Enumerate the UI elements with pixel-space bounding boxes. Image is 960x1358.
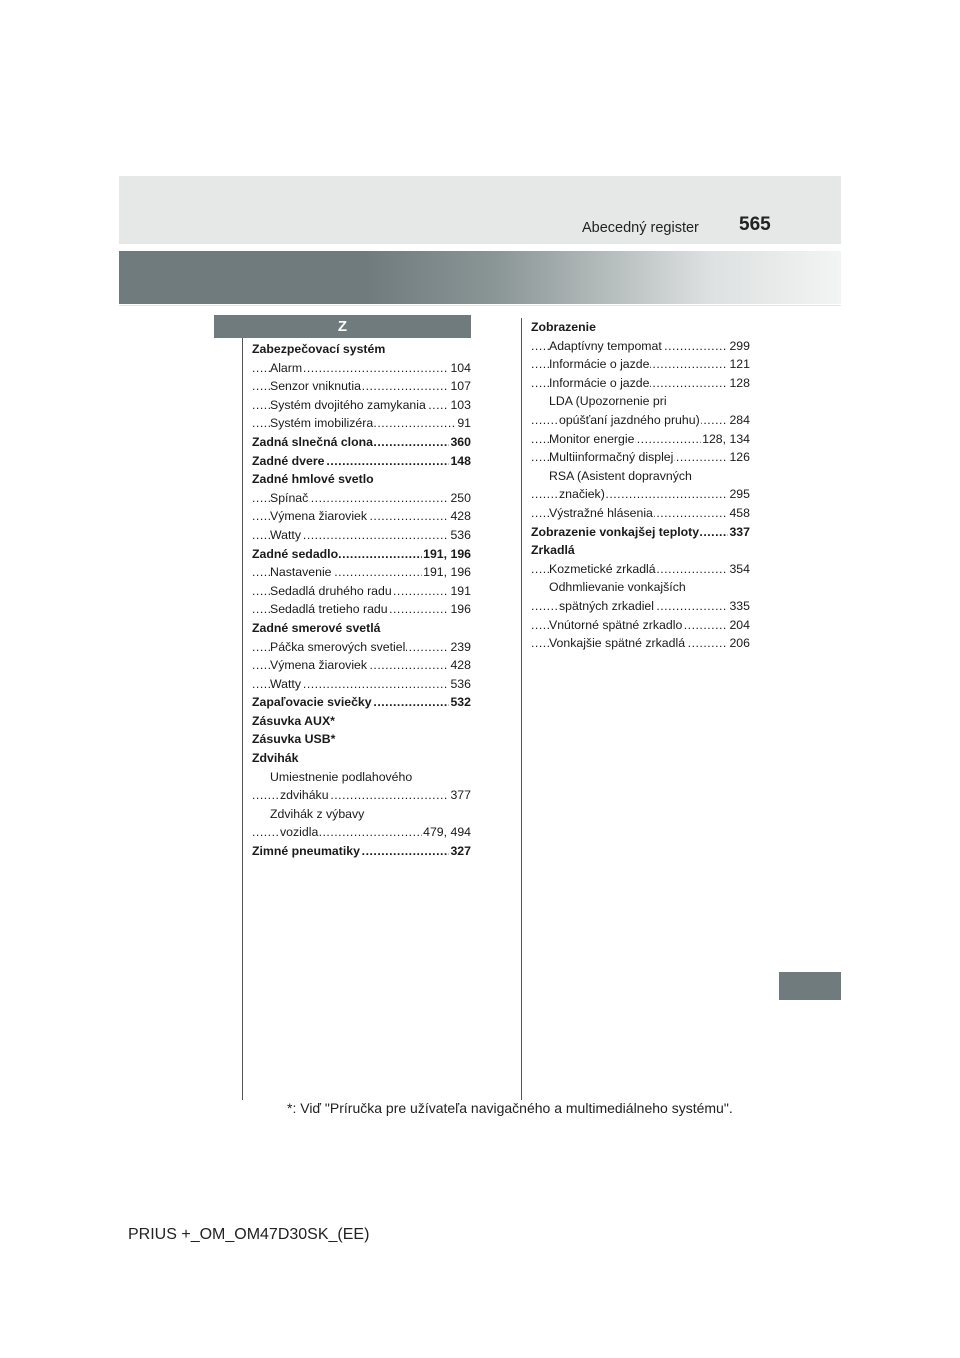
index-entry — [531, 597, 750, 616]
index-entry-term: Monitor energie — [549, 431, 635, 446]
index-entry-page: 299 — [728, 337, 750, 356]
header-gradient-bar — [119, 251, 841, 304]
index-entry-term: Watty — [270, 527, 301, 542]
index-entry-term: Zadné smerové svetlá — [252, 620, 381, 635]
index-entry-term: Systém imobilizéra — [270, 416, 374, 431]
index-entry — [531, 430, 750, 449]
index-entry-term: Zapaľovacie sviečky — [252, 695, 372, 710]
index-entry — [252, 730, 471, 749]
index-entry-term: Systém dvojitého zamykania — [270, 397, 426, 412]
index-entry — [252, 712, 471, 731]
index-entry-term: spätných zrkadiel — [559, 598, 655, 613]
index-entry-term: Vnútorné spätné zrkadlo — [549, 617, 683, 632]
index-entry-page: 107 — [449, 377, 471, 396]
index-entry-page: 196 — [449, 600, 471, 619]
footnote: *: Viď "Príručka pre užívateľa navigačného a multimediálneho systému". — [287, 1100, 733, 1116]
index-entry-term: Zadné hmlové svetlo — [252, 472, 374, 487]
index-entry — [252, 470, 471, 489]
index-entry-page: 360 — [449, 433, 471, 452]
index-entry — [252, 563, 471, 582]
index-entry-page: 479, 494 — [422, 823, 471, 842]
index-entry-term: Zabezpečovací systém — [252, 342, 386, 356]
index-entry-page: 91 — [456, 414, 471, 433]
index-entry-term: Umiestnenie podlahového — [270, 769, 413, 784]
index-entry-term: vozidla — [280, 825, 319, 840]
index-entry-page: 284 — [728, 411, 750, 430]
index-entry-page: 239 — [449, 638, 471, 657]
index-entry-term: Zobrazenie — [531, 320, 596, 334]
index-entry-term: Zimné pneumatiky — [252, 844, 360, 859]
index-entry-page: 337 — [728, 523, 750, 542]
index-entry — [531, 337, 750, 356]
index-entry-page: 148 — [449, 452, 471, 471]
index-entry — [252, 749, 471, 768]
index-entry — [252, 805, 471, 824]
index-entry-page: 327 — [449, 842, 471, 861]
index-entry — [531, 448, 750, 467]
index-entry — [531, 560, 750, 579]
index-entry-term: Vonkajšie spätné zrkadlá — [549, 636, 686, 651]
index-entry — [252, 823, 471, 842]
index-entry — [531, 374, 750, 393]
index-entry-term: opúšťaní jazdného pruhu) — [559, 412, 700, 427]
index-entry — [252, 545, 471, 564]
index-entry — [531, 634, 750, 653]
index-entry-page: 536 — [449, 526, 471, 545]
index-entry-term: Nastavenie — [270, 565, 332, 580]
index-entry — [252, 359, 471, 378]
index-entry-term: značiek) — [559, 487, 605, 502]
index-entry — [252, 656, 471, 675]
index-entry — [252, 638, 471, 657]
index-entry — [252, 786, 471, 805]
index-entry-term: Zadná slnečná clona — [252, 434, 373, 449]
index-entry — [252, 582, 471, 601]
index-entry-term: Sedadlá tretieho radu — [270, 602, 388, 617]
index-entry-page: 295 — [728, 485, 750, 504]
index-entry — [531, 616, 750, 635]
index-entry-term: Alarm — [270, 360, 303, 375]
index-entry-term: Spínač — [270, 490, 309, 505]
index-entry-term: LDA (Upozornenie pri — [549, 394, 667, 409]
index-entry-term: Sedadlá druhého radu — [270, 583, 392, 598]
index-entry — [531, 392, 750, 411]
index-entry-page: 128 — [728, 374, 750, 393]
index-entry-term: Výmena žiaroviek — [270, 658, 368, 673]
index-entry — [252, 396, 471, 415]
index-entry — [252, 600, 471, 619]
index-entry-page: 206 — [728, 634, 750, 653]
chapter-title: Abecedný register — [582, 220, 699, 236]
index-entry-page: 532 — [449, 693, 471, 712]
index-entry-page: 121 — [728, 355, 750, 374]
index-entry-term: Watty — [270, 676, 301, 691]
index-entry — [252, 340, 471, 359]
index-entry — [531, 578, 750, 597]
index-entry-term: Zásuvka AUX* — [252, 713, 335, 728]
index-entry — [531, 355, 750, 374]
index-entry-term: Zadné dvere — [252, 453, 325, 468]
index-entry-page: 191 — [449, 582, 471, 601]
index-entry-page: 377 — [449, 786, 471, 805]
index-entry-page: 191, 196 — [422, 563, 471, 582]
index-entry-term: Kozmetické zrkadlá — [549, 561, 656, 576]
index-entry — [252, 675, 471, 694]
index-entry-term: zdviháku — [280, 788, 329, 803]
index-column-right — [531, 318, 750, 653]
index-entry — [531, 485, 750, 504]
index-entry — [252, 526, 471, 545]
index-entry-page: 458 — [728, 504, 750, 523]
index-entry-page: 103 — [449, 396, 471, 415]
index-entry-term: Zrkadlá — [531, 543, 575, 558]
index-entry-page: 428 — [449, 656, 471, 675]
index-entry-term: Adaptívny tempomat — [549, 338, 662, 353]
index-entry — [531, 541, 750, 560]
index-entry-term: Výmena žiaroviek — [270, 509, 368, 524]
left-column-rule — [242, 338, 243, 1100]
index-entry-term: Zobrazenie vonkajšej teploty — [531, 524, 700, 539]
index-entry-term: Zdvihák z výbavy — [270, 806, 365, 821]
section-letter-header: Z — [214, 315, 471, 338]
index-entry — [252, 507, 471, 526]
index-entry-page: 128, 134 — [701, 430, 750, 449]
header-rule — [119, 305, 841, 306]
index-entry-page: 354 — [728, 560, 750, 579]
index-entry — [252, 452, 471, 471]
column-divider — [521, 318, 522, 1100]
index-entry-page: 204 — [728, 616, 750, 635]
chapter-side-tab — [779, 972, 841, 1000]
index-entry-term: Výstražné hlásenia — [549, 505, 653, 520]
index-entry — [531, 411, 750, 430]
index-entry-term: Multiinformačný displej — [549, 450, 674, 465]
index-entry — [252, 489, 471, 508]
index-entry-term: Informácie o jazde — [549, 375, 650, 390]
index-entry — [252, 414, 471, 433]
index-entry — [252, 377, 471, 396]
index-column-left — [252, 340, 471, 861]
index-entry — [252, 693, 471, 712]
index-entry — [252, 768, 471, 787]
header-band — [119, 176, 841, 244]
page-number: 565 — [739, 214, 771, 235]
document-code: PRIUS +_OM_OM47D30SK_(EE) — [128, 1226, 370, 1243]
index-entry-page: 428 — [449, 507, 471, 526]
index-entry — [252, 842, 471, 861]
index-entry — [531, 467, 750, 486]
index-entry-term: Senzor vniknutia — [270, 379, 361, 394]
index-entry — [531, 504, 750, 523]
index-entry-term: Zásuvka USB* — [252, 732, 336, 747]
index-entry-term: Odhmlievanie vonkajších — [549, 580, 686, 595]
index-entry — [252, 619, 471, 638]
index-entry-page: 536 — [449, 675, 471, 694]
index-entry — [252, 433, 471, 452]
index-entry-term: Informácie o jazde — [549, 357, 650, 372]
index-entry — [531, 523, 750, 542]
index-entry-page: 104 — [449, 359, 471, 378]
index-entry-term: Zadné sedadlo — [252, 546, 339, 561]
index-entry-page: 250 — [449, 489, 471, 508]
index-entry-term: Páčka smerových svetiel — [270, 639, 406, 654]
index-entry-page: 335 — [728, 597, 750, 616]
index-entry-page: 191, 196 — [422, 545, 471, 564]
index-entry-term: RSA (Asistent dopravných — [549, 468, 692, 483]
index-entry-page: 126 — [728, 448, 750, 467]
index-entry — [531, 318, 750, 337]
index-entry-term: Zdvihák — [252, 751, 299, 766]
